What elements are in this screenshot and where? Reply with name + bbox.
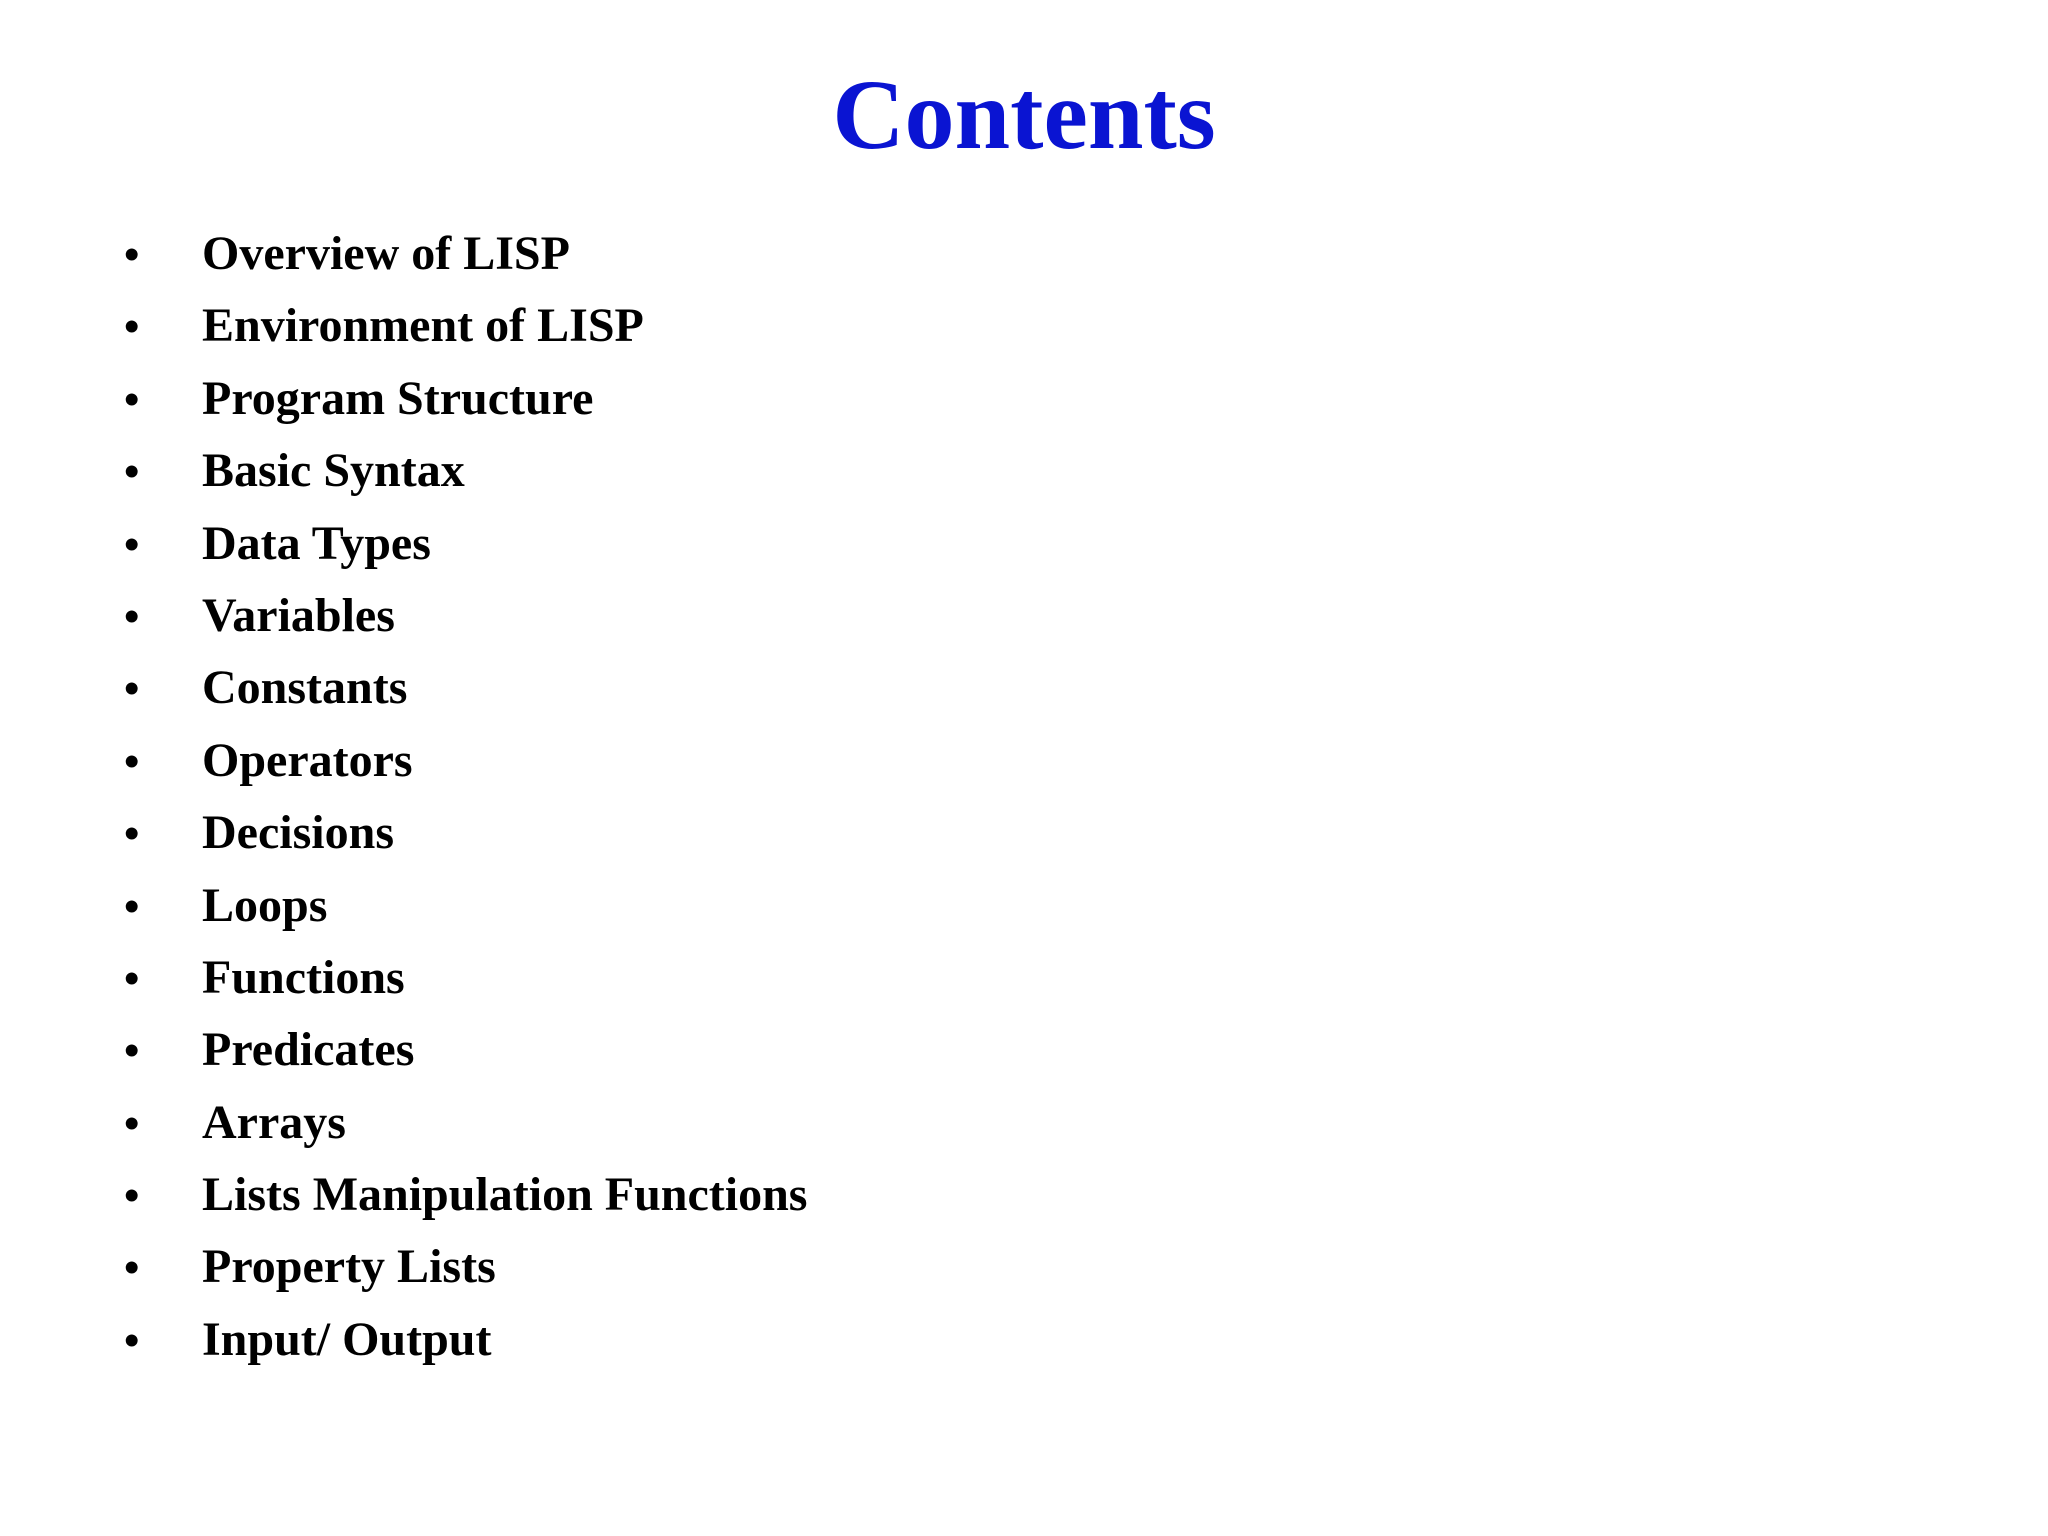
- list-item: [124, 797, 807, 869]
- list-item-label: Overview of LISP: [202, 227, 570, 280]
- list-item: [124, 1014, 807, 1086]
- list-item-label: Decisions: [202, 806, 394, 860]
- list-item: [124, 508, 807, 580]
- list-item-label: Functions: [202, 950, 405, 1004]
- bullet-icon: •: [124, 664, 140, 714]
- list-item: [124, 725, 807, 797]
- bullet-icon: •: [124, 1171, 140, 1221]
- bullet-icon: •: [124, 302, 140, 352]
- list-item: [124, 218, 807, 290]
- list-item: [124, 1304, 807, 1376]
- bullet-icon: •: [124, 1315, 140, 1365]
- list-item: [124, 580, 807, 652]
- bullet-icon: •: [124, 1098, 140, 1148]
- list-item: [124, 363, 807, 435]
- list-item-label: Loops: [202, 878, 328, 932]
- bullet-icon: •: [124, 230, 140, 279]
- bullet-icon: •: [124, 519, 140, 569]
- list-item-label: Data Types: [202, 516, 431, 570]
- list-item-label: Operators: [202, 733, 413, 787]
- list-item-label: Predicates: [202, 1023, 415, 1077]
- list-item: [124, 290, 807, 362]
- bullet-icon: •: [124, 374, 140, 424]
- list-item-label: Lists Manipulation Functions: [202, 1168, 808, 1222]
- bullet-icon: •: [124, 881, 140, 931]
- bullet-icon: •: [124, 736, 140, 786]
- list-item-label: Basic Syntax: [202, 444, 465, 498]
- bullet-icon: •: [124, 953, 140, 1003]
- list-item: [124, 652, 807, 724]
- list-item-label: Program Structure: [202, 371, 594, 425]
- list-item: [124, 870, 807, 942]
- list-item: [124, 435, 807, 507]
- list-item: [124, 1087, 807, 1159]
- contents-list: [124, 218, 807, 1376]
- bullet-icon: •: [124, 591, 140, 641]
- list-item-label: Arrays: [202, 1095, 346, 1149]
- list-item: [124, 942, 807, 1014]
- bullet-icon: •: [124, 809, 140, 859]
- bullet-icon: •: [124, 447, 140, 497]
- list-item-label: Property Lists: [202, 1240, 496, 1294]
- slide-title: Contents: [832, 59, 1216, 170]
- bullet-icon: •: [124, 1243, 140, 1293]
- list-item-label: Constants: [202, 661, 408, 715]
- bullet-icon: •: [124, 1026, 140, 1076]
- list-item: [124, 1159, 807, 1231]
- list-item-label: Environment of LISP: [202, 299, 644, 353]
- list-item: [124, 1231, 807, 1303]
- list-item-label: Input/ Output: [202, 1312, 492, 1366]
- list-item-label: Variables: [202, 588, 395, 642]
